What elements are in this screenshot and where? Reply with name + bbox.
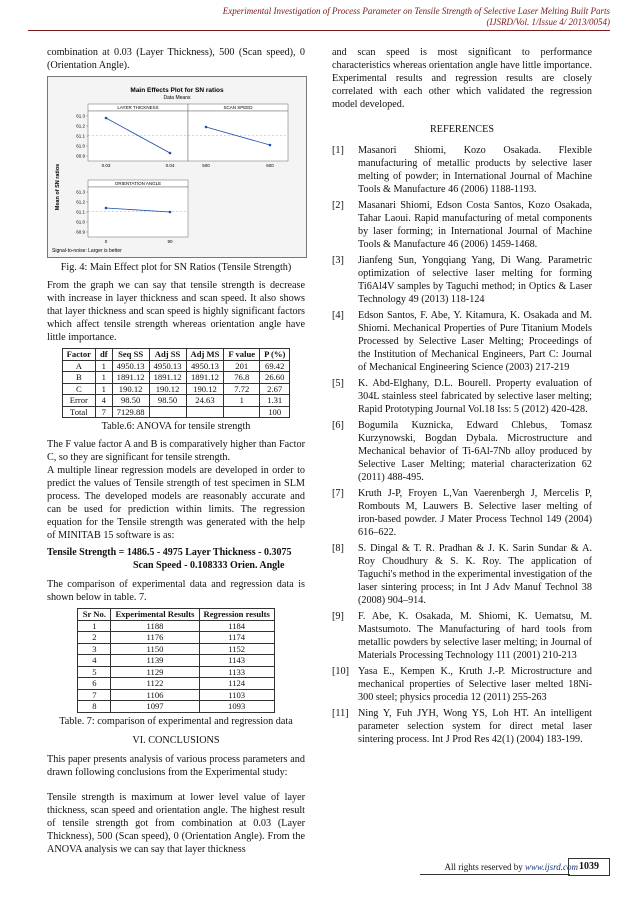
intro-text: combination at 0.03 (Layer Thickness), 500 (Scan speed), 0 (Orientation Angle). xyxy=(47,47,305,71)
chart-footnote: Signal-to-noise: Larger is better xyxy=(52,248,122,254)
reference-number: [5] xyxy=(332,378,344,389)
table-header-cell: F value xyxy=(224,349,260,361)
comparison-row xyxy=(78,632,275,644)
table-cell: 1097 xyxy=(111,701,199,713)
y-tick-label: 61.2 xyxy=(76,199,85,205)
table-cell: Error xyxy=(62,395,95,407)
y-tick-label: 61.1 xyxy=(76,133,85,139)
table-cell xyxy=(224,406,260,418)
reference-item xyxy=(332,199,592,251)
table-cell: 190.12 xyxy=(186,383,224,395)
table-cell: 1891.12 xyxy=(112,372,149,384)
table-cell: 7129.88 xyxy=(112,406,149,418)
reference-item xyxy=(332,707,592,746)
table-cell: 8 xyxy=(78,701,111,713)
table-header-cell: Factor xyxy=(62,349,95,361)
reference-item xyxy=(332,542,592,607)
reference-number: [1] xyxy=(332,145,344,156)
table-cell: 6 xyxy=(78,678,111,690)
y-tick-label: 61.1 xyxy=(76,209,85,215)
table-cell: 1 xyxy=(78,620,111,632)
anova-row xyxy=(62,406,290,418)
header-rule xyxy=(28,30,610,31)
comparison-row xyxy=(78,620,275,632)
reference-text: Yasa E., Kempen K., Kruth J.-P. Microstructure and mechanical properties of Selective laser melted 18Ni-300 steel; physics procedia 12 (2011) 255-263 xyxy=(358,666,592,703)
table-cell: 190.12 xyxy=(149,383,186,395)
table-cell: 7 xyxy=(78,689,111,701)
right-column xyxy=(332,46,592,749)
reference-number: [6] xyxy=(332,420,344,431)
table-cell: 1184 xyxy=(199,620,274,632)
table-cell: 98.50 xyxy=(149,395,186,407)
reference-item xyxy=(332,144,592,196)
para-conclusion-intro: This paper presents analysis of various process parameters and drawn following conclusions from the Experimental study: xyxy=(47,753,305,778)
para-graph-discussion: From the graph we can say that tensile strength is decrease with increase in layer thickness and scan speed. It also shows that layer thickness and scan speed is highly significant factors which affect tensile strength whereas orientation angle have little importance. xyxy=(47,280,305,343)
y-tick-label: 60.9 xyxy=(76,153,85,159)
table-cell: 190.12 xyxy=(112,383,149,395)
panel-plot-area xyxy=(88,187,188,237)
comparison-caption: Table. 7: comparison of experimental and regression data xyxy=(59,715,293,727)
table-cell: A xyxy=(62,360,95,372)
table-cell: 98.50 xyxy=(112,395,149,407)
comparison-row xyxy=(78,666,275,678)
table-cell: 1891.12 xyxy=(186,372,224,384)
references-heading: REFERENCES xyxy=(430,124,494,135)
table-cell: 100 xyxy=(260,406,290,418)
regression-equation xyxy=(47,546,305,572)
table-cell: 1150 xyxy=(111,643,199,655)
table-cell: 7 xyxy=(96,406,113,418)
reference-text: Edson Santos, F. Abe, Y. Kitamura, K. Osakada and M. Shiomi. Mechanical Properties of Pure Titanium Models Processed by Selective Laser Melting; Proceedings of the Institution of Mechanical Engineers, Part C: Journal of Mechanical Engineering Science (2003) 217-219 xyxy=(358,310,592,373)
table-cell: 4 xyxy=(78,655,111,667)
table-cell: 1152 xyxy=(199,643,274,655)
data-point xyxy=(205,126,208,129)
x-tick-label: 0.04 xyxy=(165,163,175,168)
table-cell: 4950.13 xyxy=(149,360,186,372)
reference-text: Bogumila Kuznicka, Edward Chlebus, Tomasz Kurzynowski, Bogdan Dybala. Microstructure and Mechanical behavior of Ti-6Al-7Nb alloy produced by Selective Laser Melting; material characterization 62 (2011) 488-495. xyxy=(358,420,592,483)
table-cell: 1143 xyxy=(199,655,274,667)
y-tick-label: 60.9 xyxy=(76,229,85,235)
reference-text: S. Dingal & T. R. Pradhan & J. K. Sarin Sundar & A. Roy Choudhury & S. K. Roy. The application of Taguchi's method in the experimental investigation of the laser sintering process; in Int J Adv Manuf Technol 38 (2008) 904–914. xyxy=(358,543,592,606)
table-cell: 4950.13 xyxy=(112,360,149,372)
table-header-cell: df xyxy=(96,349,113,361)
data-point xyxy=(169,211,172,214)
table-cell xyxy=(186,406,224,418)
table-header-cell: Regression results xyxy=(199,609,274,621)
y-tick-label: 61.0 xyxy=(76,143,85,149)
reference-item xyxy=(332,419,592,484)
comparison-row xyxy=(78,643,275,655)
reference-text: Masanori Shiomi, Kozo Osakada. Flexible manufacturing of metallic products by selective laser melting of powder; in International Journal of Machine Tools & Manufacture 46 (2006) 1188-1193. xyxy=(358,145,592,195)
table-cell: 26.60 xyxy=(260,372,290,384)
chart-svg xyxy=(48,77,306,257)
figure-caption: Fig. 4: Main Effect plot for SN Ratios (Tensile Strength) xyxy=(60,262,292,273)
comparison-row xyxy=(78,678,275,690)
table-header-cell: Seq SS xyxy=(112,349,149,361)
table-cell: 1093 xyxy=(199,701,274,713)
reference-item xyxy=(332,254,592,306)
para-comparison: The comparison of experimental data and regression data is shown below in table. 7. xyxy=(47,579,305,603)
journal-ref: (IJSRD/Vol. 1/Issue 4/ 2013/0054) xyxy=(486,17,610,27)
reference-text: Ning Y, Fuh JYH, Wong YS, Loh HT. An intelligent parameter selection system for direct metal laser sintering process. Int J Prod Res 42(1) (2004) 183-199. xyxy=(358,708,592,745)
x-tick-label: 0.03 xyxy=(101,163,111,168)
anova-table xyxy=(62,348,291,418)
reference-item xyxy=(332,665,592,704)
table-cell xyxy=(149,406,186,418)
reference-number: [7] xyxy=(332,488,344,499)
section-heading: VI. CONCLUSIONS xyxy=(132,734,220,746)
reference-text: K. Abd-Elghany, D.L. Bourell. Property evaluation of 304L stainless steel fabricated by selective laser melting; Rapid Prototyping Journal Vol.18 Iss: 5 (2012) 420-428. xyxy=(358,378,592,415)
table-cell: 1 xyxy=(96,360,113,372)
table-cell: 1106 xyxy=(111,689,199,701)
anova-row xyxy=(62,372,290,384)
table-cell: 1129 xyxy=(111,666,199,678)
table-cell: 1176 xyxy=(111,632,199,644)
table-header-cell: Adj SS xyxy=(149,349,186,361)
table-cell: 1 xyxy=(96,383,113,395)
anova-row xyxy=(62,360,290,372)
para-f-value: The F value factor A and B is comparatively higher than Factor C, so they are significant for tensile strength. xyxy=(47,439,305,463)
chart-ylabel: Mean of SN ratios xyxy=(55,163,61,211)
table-cell: 24.63 xyxy=(186,395,224,407)
table-header-cell: Experimental Results xyxy=(111,609,199,621)
para-regression: A multiple linear regression models are developed in order to predict the values of Tensile strength of test specimen in SLM process. The developed models are reasonably accurate and can be used for prediction within limits. The regression equation for the Tensile strength was generated with the help of MINITAB 15 software is as: xyxy=(47,465,305,541)
reference-item xyxy=(332,377,592,416)
reference-number: [10] xyxy=(332,666,349,677)
table-cell: 1188 xyxy=(111,620,199,632)
comparison-row xyxy=(78,701,275,713)
table-cell: 201 xyxy=(224,360,260,372)
equation-line-2: Scan Speed - 0.108333 Orien. Angle xyxy=(133,560,285,571)
table-cell: 4 xyxy=(96,395,113,407)
chart-title: Main Effects Plot for SN ratios xyxy=(130,87,224,94)
reference-number: [9] xyxy=(332,611,344,622)
para-conclusion-body: Tensile strength is maximum at lower level value of layer thickness, scan speed and orientation angle. The highest result of tensile strength got from combination at 0.03 (Layer Thickness), 500 (Scan speed), 0 (Orientation Angle). From the ANOVA analysis we can say that layer thickness xyxy=(47,791,305,855)
table-cell: 76.8 xyxy=(224,372,260,384)
para-continued: and scan speed is most significant to performance characteristics whereas orientation angle have little importance. Experimental results and regression results are closely correlated with each other which validated the regression model developed. xyxy=(332,47,592,110)
reference-number: [4] xyxy=(332,310,344,321)
reference-text: Jianfeng Sun, Yongqiang Yang, Di Wang. Parametric optimization of selective laser melting for forming Ti6Al4V samples by Taguchi method; in Optics & Laser Technology 49 (2013) 118-124 xyxy=(358,255,592,305)
table-cell: 69.42 xyxy=(260,360,290,372)
panel-label: SCAN SPEED xyxy=(223,105,253,111)
footer-link[interactable]: www.ijsrd.com xyxy=(524,862,578,872)
panel-label: ORIENTATION ANGLE xyxy=(114,181,162,187)
reference-text: Kruth J-P, Froyen L,Van Vaerenbergh J, Mercelis P, Rombouts M, Lauwers B. Selective laser melting of iron-based powder. J Mater Process Technol 149 (2004) 616–622. xyxy=(358,488,592,538)
data-point xyxy=(269,144,272,147)
page-number: 1039 xyxy=(568,858,610,876)
reference-number: [11] xyxy=(332,708,349,719)
table-cell: 2 xyxy=(78,632,111,644)
table-cell: 1133 xyxy=(199,666,274,678)
main-effects-chart xyxy=(47,76,307,258)
table-cell: B xyxy=(62,372,95,384)
table-cell: 4950.13 xyxy=(186,360,224,372)
y-tick-label: 61.0 xyxy=(76,219,85,225)
x-tick-label: 90 xyxy=(167,239,173,244)
table-header-cell: Sr No. xyxy=(78,609,111,621)
reference-number: [8] xyxy=(332,543,344,554)
footer-rule xyxy=(420,874,570,875)
comparison-row xyxy=(78,689,275,701)
table-cell: 1122 xyxy=(111,678,199,690)
panel-plot-area xyxy=(88,111,188,161)
left-column xyxy=(47,46,305,860)
table-cell: 3 xyxy=(78,643,111,655)
footer-text: All rights reserved by xyxy=(444,862,525,872)
anova-header-row xyxy=(62,349,290,361)
table-cell: 1124 xyxy=(199,678,274,690)
table-cell: 1103 xyxy=(199,689,274,701)
table-cell: 1 xyxy=(96,372,113,384)
reference-number: [3] xyxy=(332,255,344,266)
reference-list xyxy=(332,144,592,746)
table-cell: 1 xyxy=(224,395,260,407)
anova-caption: Table.6: ANOVA for tensile strength xyxy=(101,421,251,432)
table-header-cell: Adj MS xyxy=(186,349,224,361)
table-cell: C xyxy=(62,383,95,395)
x-tick-label: 600 xyxy=(266,163,274,168)
table-cell: 1139 xyxy=(111,655,199,667)
comparison-header-row xyxy=(78,609,275,621)
running-title: Experimental Investigation of Process Parameter on Tensile Strength of Selective Laser Melting Built Parts xyxy=(222,6,610,16)
reference-item xyxy=(332,610,592,662)
table-cell: 2.67 xyxy=(260,383,290,395)
data-point xyxy=(169,152,172,155)
reference-number: [2] xyxy=(332,200,344,211)
anova-row xyxy=(62,383,290,395)
table-cell: 1174 xyxy=(199,632,274,644)
y-tick-label: 61.2 xyxy=(76,123,85,129)
table-cell: 1891.12 xyxy=(149,372,186,384)
y-tick-label: 61.3 xyxy=(76,189,85,195)
reference-text: F. Abe, K. Osakada, M. Shiomi, K. Uematsu, M. Mastsumoto. The Manufacturing of hard tools from metallic powders by selective laser melting; in Journal of Materials Processing Technology 111 (2001) 210-213 xyxy=(358,611,592,661)
table-cell: 1.31 xyxy=(260,395,290,407)
footer-rights xyxy=(445,862,579,872)
y-tick-label: 61.3 xyxy=(76,113,85,119)
table-cell: 7.72 xyxy=(224,383,260,395)
anova-row xyxy=(62,395,290,407)
table-cell: 5 xyxy=(78,666,111,678)
chart-subtitle: Data Means xyxy=(163,95,191,101)
reference-item xyxy=(332,487,592,539)
x-tick-label: 500 xyxy=(202,163,210,168)
table-cell: Total xyxy=(62,406,95,418)
equation-line-1: Tensile Strength = 1486.5 - 4975 Layer Thickness - 0.3075 xyxy=(47,547,292,558)
comparison-table xyxy=(77,608,275,713)
reference-text: Masanari Shiomi, Edson Costa Santos, Kozo Osakada, Tahar Laoui. Rapid manufacturing of metal components by laser forming; in International Journal of Machine Tools & Manufacture 46 (2006) 1459-1468. xyxy=(358,200,592,250)
panel-label: LAYER THICKNESS xyxy=(117,105,159,111)
table-header-cell: P (%) xyxy=(260,349,290,361)
comparison-row xyxy=(78,655,275,667)
x-tick-label: 0 xyxy=(104,239,108,244)
data-point xyxy=(105,117,108,120)
data-point xyxy=(105,207,108,210)
reference-item xyxy=(332,309,592,374)
